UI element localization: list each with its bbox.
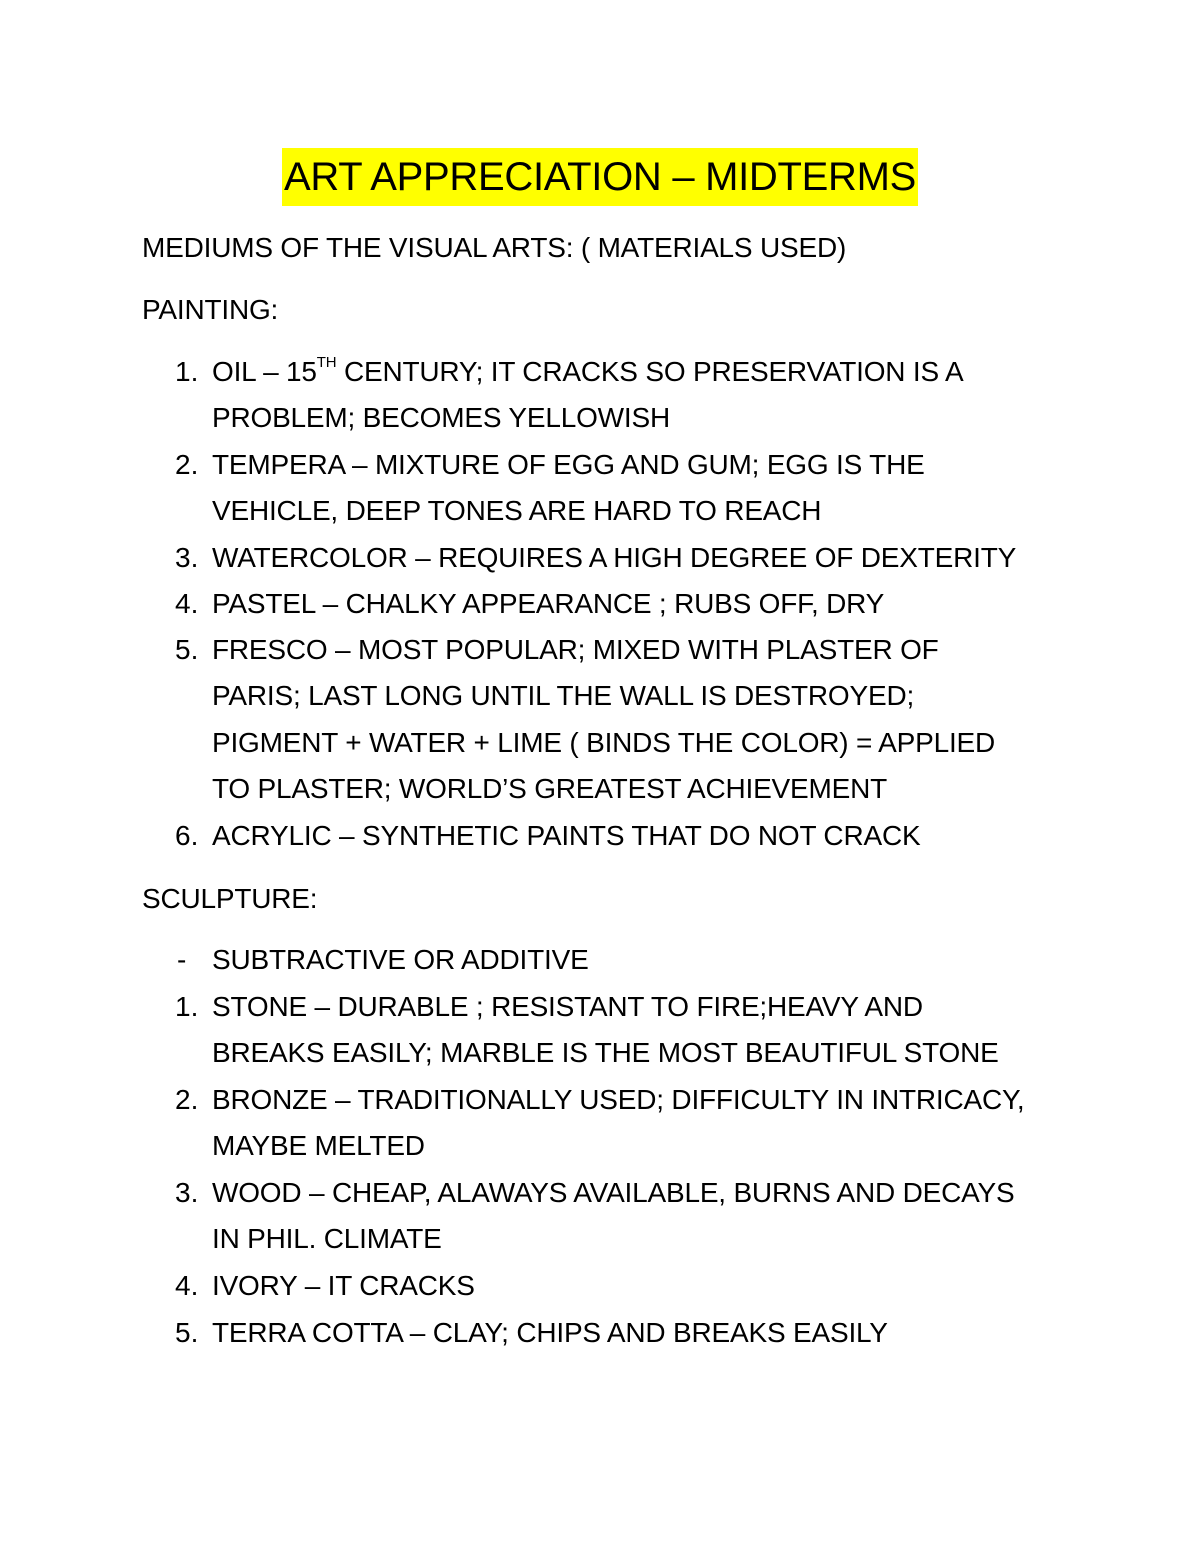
- sculpture-item-text: WOOD – CHEAP, ALAWAYS AVAILABLE, BURNS AND DECAYS: [212, 1177, 1015, 1208]
- sculpture-heading: SCULPTURE:: [142, 883, 318, 914]
- sculpture-item-number: 2.: [175, 1084, 199, 1115]
- sculpture-item-text: TERRA COTTA – CLAY; CHIPS AND BREAKS EASILY: [212, 1317, 888, 1348]
- intro-line: MEDIUMS OF THE VISUAL ARTS: ( MATERIALS USED): [142, 232, 847, 263]
- painting-item-text: FRESCO – MOST POPULAR; MIXED WITH PLASTER OF: [212, 634, 939, 665]
- painting-item-number: 1.: [175, 356, 199, 387]
- painting-item-text-part: CENTURY; IT CRACKS SO PRESERVATION IS A: [336, 356, 964, 387]
- sculpture-item-text-continued: MAYBE MELTED: [212, 1130, 425, 1161]
- painting-item-text: TEMPERA – MIXTURE OF EGG AND GUM; EGG IS THE: [212, 449, 925, 480]
- painting-item-text: PASTEL – CHALKY APPEARANCE ; RUBS OFF, DRY: [212, 588, 885, 619]
- superscript-ordinal: TH: [316, 353, 337, 371]
- painting-item-text: [212, 354, 963, 390]
- sculpture-item-text: STONE – DURABLE ; RESISTANT TO FIRE;HEAVY AND: [212, 991, 923, 1022]
- painting-item-number: 5.: [175, 634, 199, 665]
- painting-heading: PAINTING:: [142, 294, 279, 325]
- painting-item-text-continued: PARIS; LAST LONG UNTIL THE WALL IS DESTROYED;: [212, 680, 915, 711]
- sculpture-item-number: 4.: [175, 1270, 199, 1301]
- sculpture-item-text-continued: IN PHIL. CLIMATE: [212, 1223, 442, 1254]
- painting-item-text: WATERCOLOR – REQUIRES A HIGH DEGREE OF DEXTERITY: [212, 542, 1017, 573]
- sculpture-item-number: 5.: [175, 1317, 199, 1348]
- sculpture-item-number: 1.: [175, 991, 199, 1022]
- sculpture-item-text: IVORY – IT CRACKS: [212, 1270, 475, 1301]
- sculpture-item-number: 3.: [175, 1177, 199, 1208]
- painting-item-number: 3.: [175, 542, 199, 573]
- title-container: [0, 148, 1200, 206]
- painting-item-text-continued: PROBLEM; BECOMES YELLOWISH: [212, 402, 670, 433]
- sculpture-item-text-continued: BREAKS EASILY; MARBLE IS THE MOST BEAUTIFUL STONE: [212, 1037, 999, 1068]
- painting-item-number: 2.: [175, 449, 199, 480]
- sculpture-item-text: BRONZE – TRADITIONALLY USED; DIFFICULTY IN INTRICACY,: [212, 1084, 1025, 1115]
- painting-item-text: ACRYLIC – SYNTHETIC PAINTS THAT DO NOT CRACK: [212, 820, 921, 851]
- painting-item-number: 4.: [175, 588, 199, 619]
- painting-item-text-continued: PIGMENT + WATER + LIME ( BINDS THE COLOR) = APPLIED: [212, 727, 996, 758]
- bullet-marker: -: [177, 944, 187, 975]
- painting-item-number: 6.: [175, 820, 199, 851]
- painting-item-text-continued: TO PLASTER; WORLD’S GREATEST ACHIEVEMENT: [212, 773, 888, 804]
- sculpture-bullet-text: SUBTRACTIVE OR ADDITIVE: [212, 944, 589, 975]
- painting-item-text-continued: VEHICLE, DEEP TONES ARE HARD TO REACH: [212, 495, 822, 526]
- painting-item-text-part: OIL – 15: [212, 356, 317, 387]
- page-title: ART APPRECIATION – MIDTERMS: [282, 148, 918, 206]
